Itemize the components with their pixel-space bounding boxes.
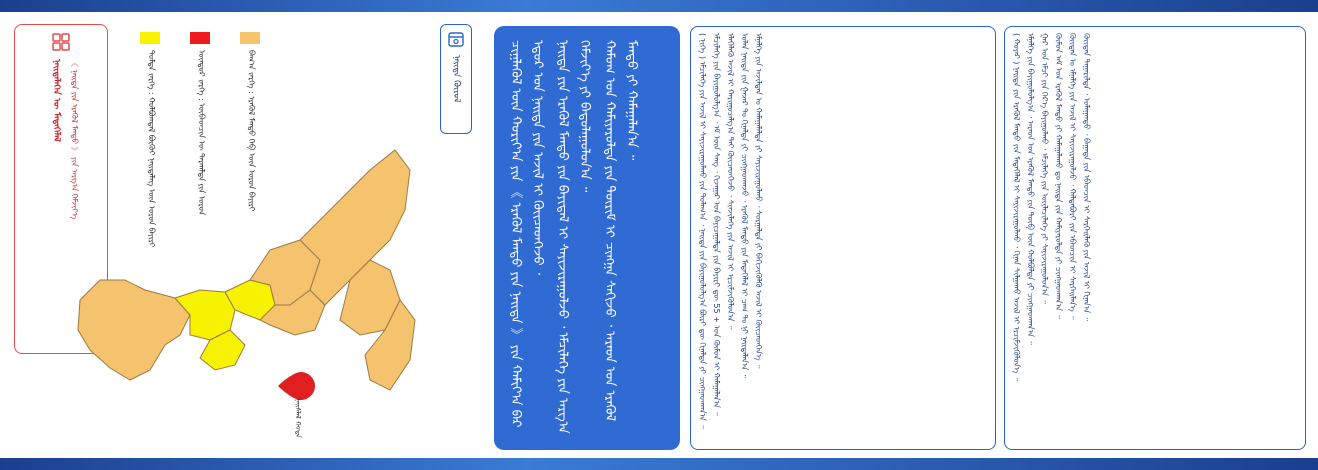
legend-swatch-red [190, 32, 210, 44]
region-info-button[interactable] [440, 24, 472, 134]
guidance-paragraph: ᠭᠠᠷ ᠤᠨ ᠡᠮᠴᠢ ᠶᠢᠨ ᠭᠡᠷ᠎ᠡ ᠪᠠᠶᠢᠭᠤᠯᠬᠤ ᠂ ᠡᠮᠴᠢᠯᠡᠭᠡ ᠶᠢᠨ ᠦᠢᠯᠡᠴᠢᠯᠡᠭᠡ ᠶᠢ ᠰᠠᠶᠢᠵᠢᠷᠠᠭᠤᠯᠤᠨ᠎ᠠ ᠃ [1040, 33, 1049, 304]
legend-swatch-tan [240, 32, 260, 44]
summary-panel [494, 26, 680, 450]
guidance-paragraph: ᠬᠦᠢᠲᠡᠨ ᠳᠠᠭᠠᠷᠢᠯᠲᠠ ᠂ ᠤᠯᠠᠭᠠᠨᠲᠤ ᠂ ᠪᠠᠭᠠᠳᠠ ᠶᠢᠨ ᠡᠪᠡᠳᠴᠢᠨ ᠢ ᠰᠡᠷᠭᠡᠢᠯᠡᠬᠦ ᠶᠢᠨ ᠠᠵᠢᠯ ᠢ ᠬᠢᠨᠠᠨ᠎ᠠ ᠃ [1082, 33, 1091, 322]
legend-subtitle: 《 ᠨᠡᠢᠲᠡ ᠶᠢᠨ ᠡᠷᠡᠭᠦᠯ ᠮᠡᠨᠳᠦ 》 ᠶᠢᠨ ᠠᠷᠭ᠎ᠠ ᠬᠡᠮᠵᠢᠶ᠎ᠡ [70, 59, 79, 220]
calendar-icon [448, 31, 464, 47]
measures-panel [690, 26, 996, 450]
guidance-paragraph: ᠬᠦᠮᠦᠨ ᠠᠮ ᠤᠨ ᠡᠷᠡᠭᠦᠯ ᠮᠡᠨᠳᠦ ᠶᠢ ᠬᠠᠮᠠᠭᠠᠯᠠᠬᠤ ᠳᠤ ᠨᠡᠢᠲᠡ ᠶᠢᠨ ᠬᠠᠮᠢᠶᠠᠷᠤᠯᠲᠠ ᠶᠢ ᠴᠢᠩᠭ᠋ᠠᠳᠬᠠᠨ᠎ᠠ ᠃ [1054, 33, 1063, 319]
measures-paragraph: ( ᠨᠢᠭᠡ ) ᠡᠮᠴᠢᠯᠡᠭᠡ ᠶᠢᠨ ᠠᠵᠢᠯ ᠢ ᠰᠠᠶᠢᠵᠢᠷᠠᠭᠤᠯᠬᠤ ᠶᠢᠨ ᠲᠤᠯᠠᠭ᠎ᠠ ᠂ ᠨᠡᠢᠲᠡ ᠶᠢᠨ ᠪᠠᠶᠢᠭᠤᠯᠤᠯᠭ᠎ᠠ ᠪᠦᠷᠢ ᠳᠦ ᠬᠢᠨᠠᠯᠲᠠ ᠶᠢ ᠴᠢᠩᠭ᠋ᠠᠳᠬᠠᠨ᠎ᠠ ᠃ [698, 33, 707, 429]
legend-swatch-yellow [140, 32, 160, 44]
summary-paragraph: ᠴᠢᠭ᠋ᠯᠡᠭᠦᠯ ᠦᠨ ᠬᠣᠷᠢᠶ᠎ᠠ ᠶᠢᠨ 《 ᠡᠷᠡᠭᠦᠯ ᠮᠡᠨᠳᠦ ᠶᠢᠨ ᠨᠡᠢᠲᠡ 》 ᠶᠢᠨ ᠬᠠᠮᠢᠶ᠎ᠠ ᠪᠠᠷ ᠡᠳᠦᠷ ᠤᠨ ᠨᠡᠢᠲᠡ ᠶᠢᠨ ᠠᠵᠢᠯ ᠢ ᠭᠦᠢᠴᠡᠳᠭᠡᠵᠦ ᠂ [508, 40, 545, 428]
region-map [70, 130, 420, 430]
grid-icon [52, 33, 70, 51]
guidance-text [1005, 27, 1101, 449]
summary-text [494, 26, 655, 450]
guidance-panel [1004, 26, 1306, 450]
measures-paragraph: ᠡᠮᠨᠡᠯᠭᠡ ᠶᠢᠨ ᠠᠵᠢᠯᠲᠠᠨ ᠤ ᠬᠠᠮᠠᠭᠠᠯᠠᠯᠲᠠ ᠶᠢ ᠰᠠᠶᠢᠵᠢᠷᠠᠭᠤᠯᠬᠤ ᠂ ᠰᠤᠷᠭᠠᠯᠲᠠ ᠶᠢ ᠪᠡᠬᠢᠵᠢᠭᠦᠯᠬᠦ ᠠᠵᠢᠯ ᠢ ᠭᠦᠢᠴᠡᠳᠭᠡᠨ᠎ᠡ ᠃ [754, 33, 763, 369]
measures-text [691, 27, 773, 449]
region-info-label: ᠨᠡᠢᠲᠡ ᠬᠦᠷᠦᠯ [451, 55, 461, 103]
map-region-tan-west [78, 280, 190, 380]
guidance-paragraph: ( ᠬᠣᠶᠠᠷ ) ᠨᠡᠢᠲᠡ ᠶᠢᠨ ᠡᠷᠡᠭᠦᠯ ᠮᠡᠨᠳᠦ ᠶᠢᠨ ᠮᠡᠳᠡᠭᠡᠯᠡᠯ ᠢ ᠰᠠᠶᠢᠵᠢᠷᠠᠭᠤᠯᠬᠤ ᠂ ᠬᠢᠨᠠᠨ ᠰᠢᠯᠭᠠᠬᠤ ᠠᠵᠢᠯ ᠢ ᠡᠷᠴᠢᠮᠵᠢᠭᠦᠯᠦᠨ᠎ᠡ ᠃ [1012, 33, 1021, 382]
guidance-paragraph: ᠡᠮᠨᠡᠯᠭᠡ ᠶᠢᠨ ᠪᠠᠶᠢᠭᠤᠯᠤᠯᠭ᠎ᠠ ᠂ ᠠᠷᠠᠳ ᠤᠨ ᠡᠷᠡᠭᠦᠯ ᠮᠡᠨᠳᠦ ᠶᠢᠨ ᠲᠥᠪ ᠦᠨ ᠬᠣᠯᠪᠣᠯᠲᠠ ᠶᠢ ᠴᠢᠩᠭ᠋ᠠᠳᠬᠠᠨ᠎ᠠ ᠃ [1026, 33, 1035, 345]
marker-label: ᠨᠡᠢᠰᠯᠡᠯ ᠬᠣᠲᠠ [294, 398, 302, 438]
legend-title: ᠨᠡᠢᠲᠡᠯᠡᠭᠡᠨ ᠦ ᠮᠡᠳᠡᠭᠡᠯᠡᠯ [51, 59, 61, 142]
top-banner [0, 0, 1318, 12]
summary-paragraph: ᠬᠠᠮᠤᠭ ᠤᠨ ᠬᠠᠮᠢᠶᠠᠷᠤᠯᠲᠠ ᠶᠢᠨ ᠳᠦᠷᠢᠮ ᠢ ᠴᠢᠩᠭ᠋ᠠ ᠰᠠᠬᠢᠵᠤ ᠂ ᠠᠷᠠᠳ ᠤᠨ ᠡᠷᠡᠭᠦᠯ ᠮᠡᠨᠳᠦ ᠶᠢ ᠬᠠᠮᠠᠭᠠᠯᠠᠨ᠎ᠠ ᠃ [602, 40, 639, 422]
legend-label-yellow: ᠳᠤᠮᠳᠠ ᠵᠡᠷᠭᠡ : ᠬᠣᠯᠪᠣᠭᠳᠠᠯ ᠪᠦᠬᠦᠢ ᠨᠡᠢᠲᠡᠯᠡᠭ ᠦᠨ ᠣᠷᠣᠨ ᠪᠠᠶᠢᠷᠢ [147, 50, 156, 248]
measures-paragraph: ᠡᠮᠴᠢᠯᠡᠭᠡ ᠶᠢᠨ ᠪᠠᠶᠢᠭᠤᠯᠤᠯᠭ᠎ᠠ ᠂ ᠡᠮ ᠦᠨ ᠰᠠᠩ ᠂ ᠬᠢᠵᠠᠭᠠᠷ ᠤᠨ ᠪᠠᠶᠢᠴᠠᠭᠠᠯᠲᠠ ᠶᠢᠨ ᠪᠠᠶᠢᠷᠢ ᠳᠦ 55 + ᠤᠨ ᠬᠦᠮᠦᠨ ᠢ ᠬᠠᠮᠠᠭᠠᠯᠠᠨ᠎ᠠ ᠃ [712, 33, 721, 416]
legend-label-red: ᠥᠨᠳᠥᠷ ᠵᠡᠷᠭᠡ : ᠥᠪᠡᠳᠴᠢᠨ ᠦ ᠲᠠᠷᠬᠠᠯᠲᠠ ᠶᠢᠨ ᠣᠷᠣᠨ [197, 50, 206, 216]
guidance-paragraph: ᠬᠦᠢᠲᠡᠨ ᠤ ᠡᠮᠨᠡᠯᠭᠡ ᠶᠢᠨ ᠠᠵᠢᠯ ᠢ ᠰᠠᠶᠢᠵᠢᠷᠠᠭᠤᠯᠵᠤ ᠂ ᠬᠠᠯᠳᠠᠪᠤᠷᠢ ᠶᠢᠨ ᠡᠪᠡᠳᠴᠢᠨ ᠢ ᠰᠡᠷᠭᠡᠢᠯᠡᠨ᠎ᠡ ᠃ [1068, 33, 1077, 320]
measures-paragraph: ᠡᠯᠡᠭᠡᠯᠡᠬᠦ ᠠᠵᠢᠯ ᠢ ᠬᠠᠷᠢᠭᠤᠴᠠᠯᠭ᠎ᠠ ᠲᠠᠶ ᠭᠦᠢᠴᠡᠳᠭᠡᠵᠦ ᠂ ᠰᠢᠨᠵᠢᠯᠡᠭᠡ ᠶᠢᠨ ᠠᠵᠢᠯ ᠢ ᠡᠷᠴᠢᠮᠵᠢᠭᠦᠯᠦᠨ᠎ᠠ ᠃ [726, 33, 735, 330]
measures-paragraph: ᠣᠯᠠᠨ ᠨᠡᠢᠲᠡ ᠶᠢᠨ ᠭᠠᠵᠠᠷ ᠲᠤ ᠬᠢᠨᠠᠯᠲᠠ ᠶᠢ ᠴᠢᠩᠭ᠋ᠠᠳᠬᠠᠵᠤ ᠂ ᠡᠷᠡᠭᠦᠯ ᠮᠡᠨᠳᠦ ᠶᠢᠨ ᠮᠡᠳᠡᠭᠡᠯᠡᠯ ᠢ ᠴᠠᠭ ᠲᠤ ᠨᠢ ᠨᠡᠢᠲᠡᠯᠡᠨ᠎ᠠ ᠃ [740, 33, 749, 379]
bottom-banner [0, 458, 1318, 470]
summary-paragraph: ᠨᠡᠢᠲᠡ ᠶᠢᠨ ᠡᠷᠡᠭᠦᠯ ᠮᠡᠨᠳᠦ ᠶᠢᠨ ᠪᠠᠶᠢᠳᠠᠯ ᠢ ᠰᠠᠶᠢᠵᠢᠷᠠᠭᠤᠯᠵᠤ ᠂ ᠡᠮᠴᠢᠯᠡᠭᠡ ᠶᠢᠨ ᠠᠷᠭ᠎ᠠ ᠬᠡᠮᠵᠢᠶ᠎ᠡ ᠶᠢ ᠪᠠᠲᠤᠯᠠᠭᠤᠯᠤᠨ᠎ᠠ ᠃ [555, 40, 592, 434]
legend-label-tan: ᠪᠠᠭ᠎ᠠ ᠵᠡᠷᠭᠡ : ᠡᠷᠡᠭᠦᠯ ᠮᠡᠨᠳᠦ ᠬᠡᠪ ᠦᠨ ᠣᠷᠣᠨ ᠪᠠᠶᠢᠷᠢ [247, 50, 256, 212]
map-marker-pin [278, 372, 315, 400]
